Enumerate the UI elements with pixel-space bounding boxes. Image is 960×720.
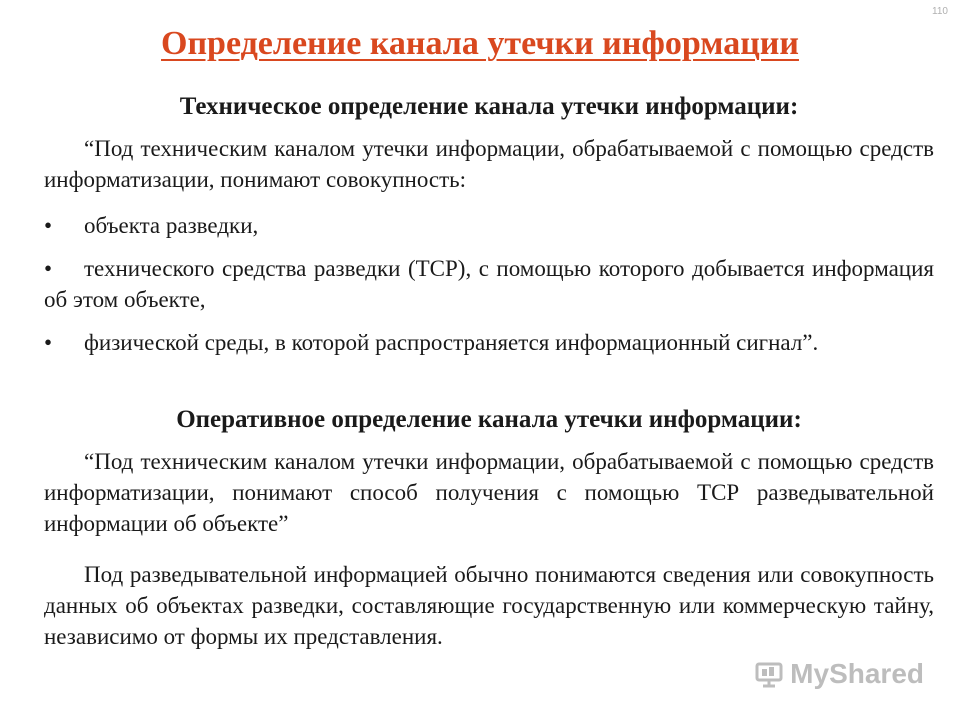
slide-title: [0, 22, 960, 66]
presentation-icon: [754, 659, 784, 689]
page-number: 110: [932, 6, 948, 17]
watermark-text: MyShared: [790, 658, 924, 689]
intelligence-information-note: Под разведывательной информацией обычно понимаются сведения или совокупность данных об объектах разведки, составляющие государственную или коммерческую тайну, независимо от формы их представления.: [44, 562, 934, 649]
technical-definition-intro: “Под техническим каналом утечки информации, обрабатываемой с помощью средств информатизации, понимают совокупность:: [44, 136, 934, 192]
bullet-text: объекта разведки,: [84, 213, 259, 238]
bullet-marker: •: [44, 256, 53, 281]
bullet-marker: •: [44, 213, 53, 238]
bullet-item-3: [44, 327, 934, 358]
bullet-text: технического средства разведки (ТСР), с помощью которого добывается информация об этом объекте,: [44, 256, 934, 312]
myshared-watermark: [754, 658, 924, 690]
operational-definition-heading: Оперативное определение канала утечки информации:: [176, 406, 802, 433]
bullet-marker: •: [44, 330, 53, 355]
slide-title-text: Определение канала утечки информации: [161, 25, 799, 62]
bullet-item-1: [44, 210, 934, 241]
bullet-item-2: [44, 253, 934, 315]
technical-definition-heading: Техническое определение канала утечки информации:: [179, 93, 799, 120]
operational-definition-quote: “Под техническим каналом утечки информации, обрабатываемой с помощью средств информатизации, понимают способ получения с помощью ТСР разведывательной информации об объекте”: [44, 449, 934, 536]
bullet-text: физической среды, в которой распространяется информационный сигнал”.: [84, 330, 819, 355]
